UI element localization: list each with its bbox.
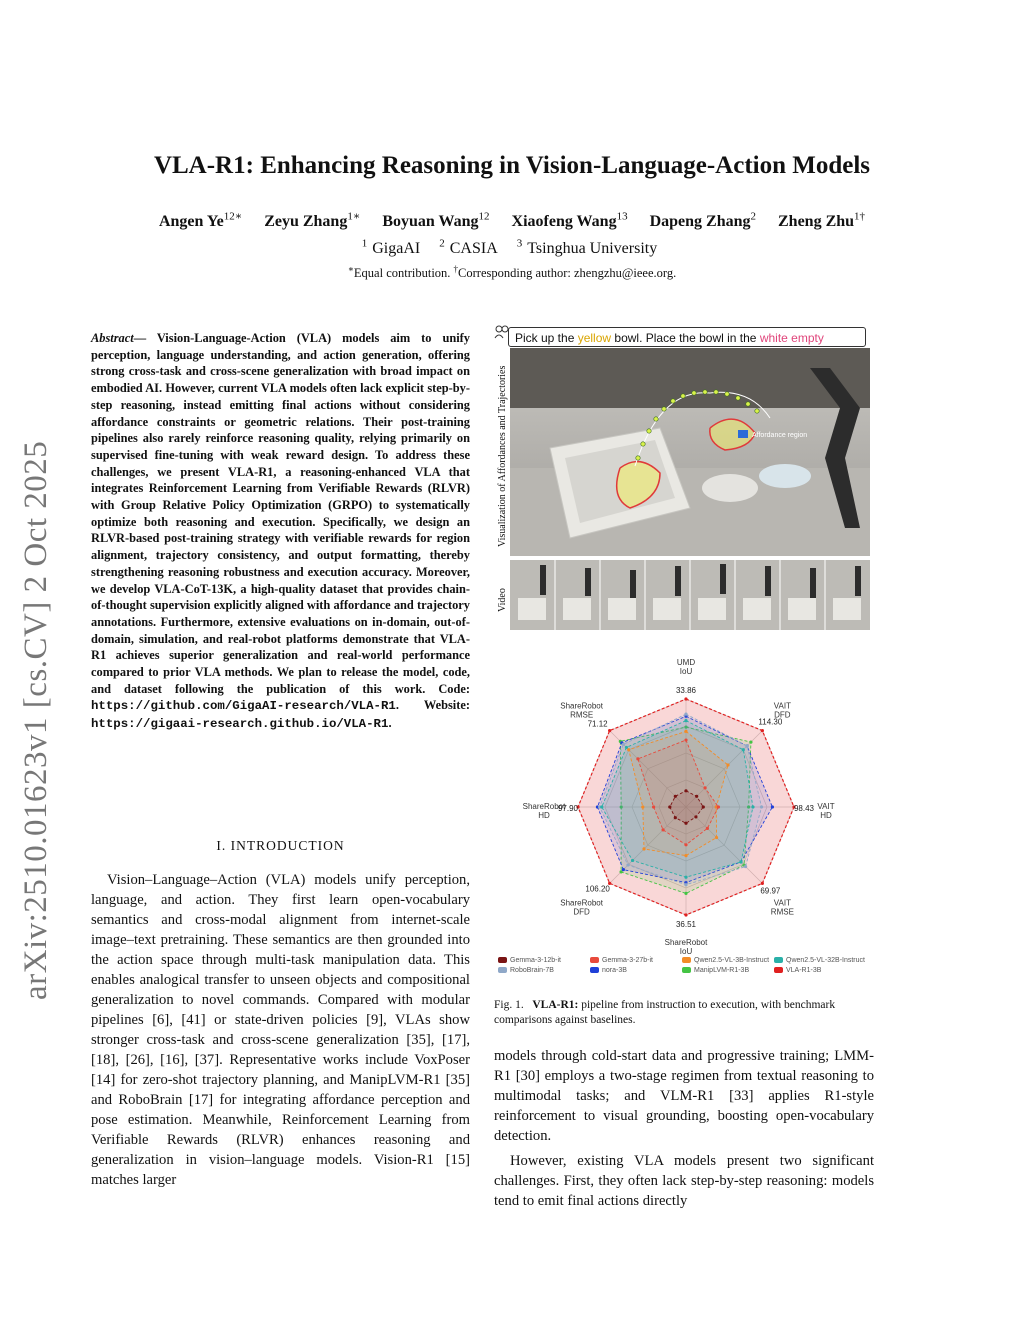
figure-caption: Fig. 1. VLA-R1: pipeline from instruction to execution, with benchmark comparisons against baselines.: [494, 999, 836, 1026]
author-list: [0, 210, 1024, 231]
legend-swatch: [774, 967, 783, 973]
radar-point: [642, 847, 645, 850]
radar-point: [684, 913, 687, 916]
paper-title: VLA-R1: Enhancing Reasoning in Vision-Language-Action Models: [153, 152, 871, 179]
legend-item: [682, 957, 769, 964]
radar-axis-label: ShareRobot: [560, 898, 603, 908]
legend-item: [774, 967, 821, 974]
radar-point: [684, 719, 687, 722]
legend-swatch: [682, 967, 691, 973]
radar-best-value: 71.12: [587, 719, 608, 729]
chart-legend: [494, 957, 874, 979]
radar-chart: [494, 632, 874, 977]
legend-swatch: [498, 967, 507, 973]
radar-point: [695, 795, 698, 798]
radar-point: [631, 859, 634, 862]
radar-best-value: 106.20: [585, 884, 610, 894]
radar-point: [742, 748, 745, 751]
radar-axis-label: DFD: [774, 710, 791, 720]
radar-best-value: 36.51: [675, 920, 697, 929]
radar-axis-label: RMSE: [770, 907, 794, 917]
radar-point: [744, 865, 747, 868]
radar-point: [661, 828, 664, 831]
legend-label: VLA-R1-3B: [786, 967, 822, 974]
radar-point: [761, 882, 764, 885]
radar-point: [684, 892, 687, 895]
radar-point: [684, 822, 687, 825]
radar-axis-label: RMSE: [570, 710, 594, 720]
legend-label: ManipLVM-R1-3B: [694, 967, 750, 974]
legend-item: [682, 967, 749, 974]
legend-item: [774, 957, 865, 964]
radar-axis-label: HD: [820, 811, 832, 820]
legend-item: [590, 957, 653, 964]
radar-point: [674, 816, 677, 819]
radar-axis-label: VAIT: [817, 802, 835, 811]
radar-point: [641, 805, 644, 808]
radar-point: [760, 805, 763, 808]
affiliations: [0, 238, 1024, 258]
radar-best-value: 114.30: [758, 717, 783, 727]
radar-point: [652, 805, 655, 808]
radar-point: [694, 815, 697, 818]
radar-point: [706, 827, 709, 830]
abstract-label: Abstract: [91, 331, 134, 345]
radar-point: [761, 729, 764, 732]
radar-axis-label: ShareRobot: [560, 701, 603, 711]
radar-point: [622, 743, 625, 746]
radar-point: [684, 738, 687, 741]
legend-label: Gemma-3-27b-it: [602, 957, 653, 964]
radar-axis-label: IoU: [679, 667, 693, 676]
radar-point: [627, 748, 630, 751]
radar-axis-label: ShareRobot: [664, 938, 708, 947]
radar-point: [684, 713, 687, 716]
intro-paragraph: Vision–Language–Action (VLA) models unify perception, language, and action. They first learn open-vocabulary semantics and cross-modal alignment from internet-scale image–text pretraining. These semantics are then grounded into the action space through multi-task manipulation data. This enables analogical transfer to unseen objects and compositional generalization to novel commands. Compared with modular pipelines [6], [41] or state-driven policies [9], VLAs show stronger cross-task and cross-scene generalization [35], [17], [18], [26], [16], [37]. Representative works include VoxPoser [14] for zero-shot trajectory planning, and ManipLVM-R1 [35] and RoboBrain [17] for integrating affordance perception and pose estimation. Meanwhile, Reinforcement Learning from Verifiable Rewards (RLVR) enhances reasoning and generalization in vision–language models. Vision-R1 [15] matches larger: [91, 872, 470, 1188]
radar-point: [717, 805, 720, 808]
author: Zeyu Zhang$^{1∗}$: [264, 211, 361, 231]
abstract-text: — Vision-Language-Action (VLA) models aim to unify perception, language understanding, and action generation, offering strong cross-task and cross-scene generalization with broad impact on embodied AI. However, current VLA models often lack explicit step-by-step reasoning, instead emitting final actions without considering affordance constraints or geometric relations. Their post-training pipelines also rarely reinforce reasoning quality, relying primarily on supervised fine-tuning with weak reward design. To address these challenges, we present VLA-R1, a reasoning-enhanced VLA that integrates Reinforcement Learning from Verifiable Rewards (RLVR) with Group Relative Policy Optimization (GRPO) to systematically optimize both reasoning and execution. Specifically, we design an RLVR-based post-training strategy with verifiable rewards for region alignment, trajectory consistency, and output formatting, thereby strengthening reasoning robustness and execution accuracy. Moreover, we develop VLA-CoT-13K, a high-quality dataset that provides chain-of-thought supervision explicitly aligned with affordance and trajectory annotations. Furthermore, extensive evaluations on in-domain, out-of-domain, simulation, and real-robot platforms demonstrate that VLA-R1 achieves superior generalization and real-world performance compared to prior VLA methods. We plan to release the model, code, and dataset following the publication of this work. Code:: [91, 331, 470, 696]
radar-axis-label: DFD: [573, 907, 590, 917]
video-frames-strip: [510, 560, 870, 630]
legend-label: Qwen2.5-VL-32B-Instruct: [786, 957, 865, 964]
radar-point: [600, 805, 603, 808]
radar-point: [684, 883, 687, 886]
instruction-prompt: Pick up the yellow bowl. Place the bowl in the white empty: [508, 327, 866, 347]
radar-point: [726, 763, 729, 766]
abstract: Abstract— Vision-Language-Action (VLA) models aim to unify perception, language understanding, and action generation, offering strong cross-task and cross-scene generalization with broad impact on embodied AI. However, current VLA models often lack explicit step-by-step reasoning, instead emitting final actions without considering affordance constraints or geometric relations. Their post-training pipelines also rarely reinforce reasoning quality, relying primarily on supervised fine-tuning with weak reward design. To address these challenges, we present VLA-R1, a reasoning-enhanced VLA that integrates Reinforcement Learning from Verifiable Rewards (RLVR) with Group Relative Policy Optimization (GRPO) to systematically optimize both reasoning and execution. Specifically, we design an RLVR-based post-training strategy with verifiable rewards for region alignment, trajectory consistency, and output formatting, thereby strengthening reasoning robustness and execution accuracy. Moreover, we develop VLA-CoT-13K, a high-quality dataset that provides chain-of-thought supervision explicitly aligned with affordance and trajectory annotations. Furthermore, extensive evaluations on in-domain, out-of-domain, simulation, and real-robot platforms demonstrate that VLA-R1 achieves superior generalization and real-world performance compared to prior VLA methods. We plan to release the model, code, and dataset following the publication of this work. Code: https://github.com/GigaAI-research/VLA-R1. Website: https://gigaai-research.github.io/VLA-R1.: [91, 331, 470, 732]
code-link[interactable]: https://github.com/GigaAI-research/VLA-R1: [91, 699, 396, 714]
contribution-note: ∗Equal contribution. †Corresponding author: zhengzhu@ieee.org.: [347, 264, 677, 281]
affordance-region-label: Affordance region: [752, 432, 808, 439]
legend-label: Qwen2.5-VL-3B-Instruct: [694, 957, 770, 964]
radar-point: [619, 870, 622, 873]
author: Xiaofeng Wang$^{13}$: [511, 211, 628, 231]
radar-point: [626, 863, 629, 866]
author: Zheng Zhu$^{1\dagger}$: [778, 211, 866, 231]
radar-axis-label: VAIT: [773, 898, 791, 908]
radar-point: [608, 729, 611, 732]
intro-continued: [494, 1046, 874, 1211]
radar-point: [684, 854, 687, 857]
legend-swatch: [498, 957, 507, 963]
legend-swatch: [590, 967, 599, 973]
side-label-video: Video: [497, 588, 508, 612]
radar-point: [625, 746, 628, 749]
radar-point: [702, 805, 705, 808]
robot-scene-image: [510, 348, 870, 556]
paragraph: However, existing VLA models present two significant challenges. First, they often lack step-by-step reasoning: models tend to emit final actions directly: [494, 1153, 874, 1209]
legend-item: [498, 967, 554, 974]
legend-item: [498, 957, 561, 964]
radar-point: [622, 868, 625, 871]
radar-axis-label: ShareRobot: [522, 802, 566, 811]
radar-point: [684, 843, 687, 846]
radar-axis-label: IoU: [679, 947, 693, 956]
radar-best-value: 97.90: [557, 804, 579, 813]
radar-point: [674, 795, 677, 798]
author: Dapeng Zhang$^2$: [649, 211, 756, 231]
legend-label: nora-3B: [602, 967, 627, 974]
side-label-visualization: Visualization of Affordances and Trajectories: [497, 365, 508, 547]
paragraph: models through cold-start data and progressive training; LMM-R1 [30] employs a two-stage regimen from textual reasoning to multimodal tasks; and VLM-R1 [33] applies R1-style reinforcement to visual grounding, boosting open-vocabulary detection.: [494, 1048, 874, 1144]
radar-point: [684, 697, 687, 700]
radar-point: [684, 789, 687, 792]
website-link[interactable]: https://gigaai-research.github.io/VLA-R1: [91, 717, 389, 732]
radar-point: [745, 744, 748, 747]
radar-point: [703, 786, 706, 789]
radar-axis-label: UMD: [676, 658, 696, 667]
radar-point: [636, 757, 639, 760]
radar-point: [771, 805, 774, 808]
author: Angen $Ye^{12∗}$: [158, 211, 243, 231]
affiliation: $^3$ Tsinghua University: [516, 238, 658, 258]
arxiv-watermark: arXiv:2510.01623v1 [cs.CV] 2 Oct 2025: [18, 440, 54, 1000]
radar-best-value: 33.86: [675, 686, 697, 695]
radar-axis-label: VAIT: [773, 701, 791, 711]
radar-best-value: 69.97: [760, 886, 781, 896]
legend-item: [590, 967, 627, 974]
radar-point: [715, 836, 718, 839]
radar-point: [684, 876, 687, 879]
figure-1: [494, 322, 874, 982]
radar-point: [739, 860, 742, 863]
legend-label: Gemma-3-12b-it: [510, 957, 561, 964]
affiliation: $^2$ CASIA: [439, 238, 498, 258]
radar-point: [749, 740, 752, 743]
affiliation: $^1$ GigaAI: [361, 238, 421, 258]
legend-label: RoboBrain-7B: [510, 967, 554, 974]
radar-best-value: 98.43: [793, 804, 815, 813]
legend-swatch: [774, 957, 783, 963]
radar-point: [668, 805, 671, 808]
radar-point: [684, 730, 687, 733]
legend-swatch: [590, 957, 599, 963]
section-heading: I. INTRODUCTION: [216, 838, 345, 853]
author: Boyuan Wang$^{12}$: [382, 211, 490, 231]
radar-point: [751, 805, 754, 808]
radar-axis-label: HD: [538, 811, 550, 820]
legend-swatch: [682, 957, 691, 963]
